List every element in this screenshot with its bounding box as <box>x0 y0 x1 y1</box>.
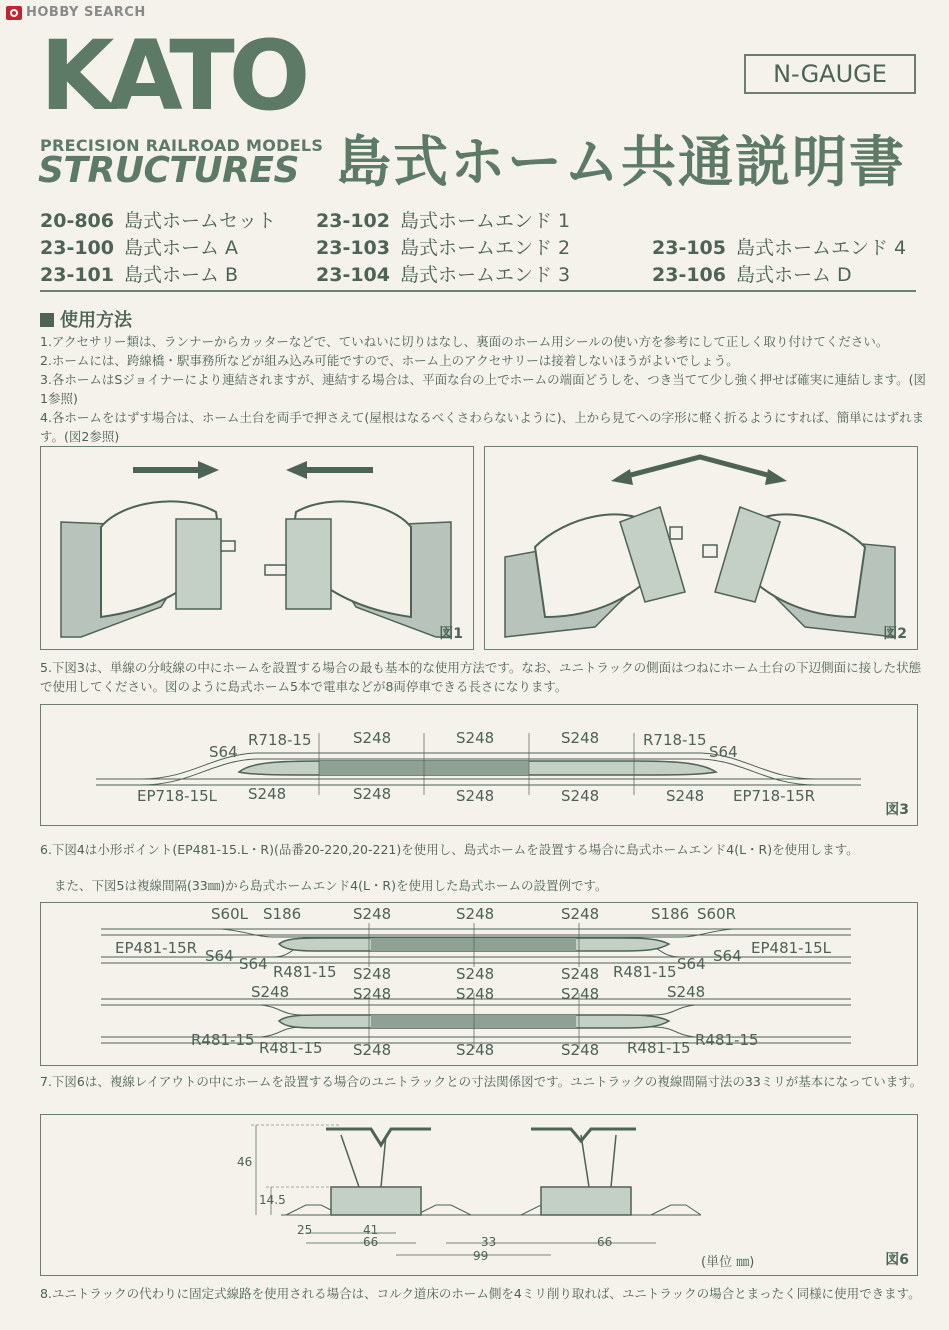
track-label: S248 <box>456 985 495 1003</box>
track-label: S248 <box>353 1041 392 1059</box>
track-label: EP481-15R <box>115 939 198 957</box>
track-label: R481-15 <box>273 963 337 981</box>
track-label: S60L <box>211 905 248 923</box>
track-label: S60R <box>697 905 737 923</box>
track-label: EP481-15L <box>751 939 832 957</box>
double-track-layout-diagram <box>41 903 916 1064</box>
brand-tagline: PRECISION RAILROAD MODELS <box>40 136 324 155</box>
product-item: 20-806 島式ホームセット <box>40 210 277 232</box>
track-label: S248 <box>353 985 392 1003</box>
instruction-1: 1.アクセサリー類は、ランナーからカッターなどで、ていねいに切りはなし、裏面のホーム用シールの使い方を参考にして正しく取り付けてください。 <box>40 334 889 349</box>
track-label: S248 <box>456 905 495 923</box>
instruction-6-note: また、下図5は複線間隔(33㎜)から島式ホームエンド4(L・R)を使用した島式ホームの設置例です。 <box>54 878 608 893</box>
product-item: 23-104 島式ホームエンド 3 <box>316 264 571 286</box>
track-label: S186 <box>263 905 302 923</box>
track-label: S248 <box>561 905 600 923</box>
track-label: S248 <box>561 729 600 747</box>
dimension-label: 14.5 <box>259 1193 286 1207</box>
figure-label: 図6 <box>885 1252 909 1268</box>
figure-4-5 <box>40 902 918 1066</box>
brand-line: STRUCTURES <box>38 150 299 191</box>
track-label: EP718-15R <box>733 787 816 805</box>
hands-connect-illustration <box>41 447 472 648</box>
instruction-2: 2.ホームには、跨線橋・駅事務所などが組み込み可能ですので、ホーム上のアクセサリーは接着しないほうがよいでしょう。 <box>40 353 739 368</box>
instruction-5: 5.下図3は、単線の分岐線の中にホームを設置する場合の最も基本的な使用方法です。なお、ユニトラックの側面はつねにホーム土台の下辺側面に接した状態で使用してください。図のように島式ホーム5本で電車などが8両停車できる長さになります。 <box>40 660 922 694</box>
track-label: S248 <box>561 985 600 1003</box>
dimension-label: 25 <box>297 1223 313 1237</box>
unit-note: (単位 ㎜) <box>701 1255 755 1270</box>
track-label: S248 <box>353 785 392 803</box>
gauge-badge: N-GAUGE <box>744 54 916 94</box>
instruction-8: 8.ユニトラックの代わりに固定式線路を使用される場合は、コルク道床のホーム側を4ミリ削り取れば、ユニトラックの場合とまったく同様に使用できます。 <box>40 1286 921 1301</box>
track-label: R481-15 <box>613 963 677 981</box>
figure-label: 図2 <box>883 626 907 642</box>
track-label: S248 <box>456 1041 495 1059</box>
instruction-7: 7.下図6は、複線レイアウトの中にホームを設置する場合のユニトラックとの寸法関係図です。ユニトラックの複線間隔寸法の33ミリが基本になっています。 <box>40 1074 923 1089</box>
track-label: R481-15 <box>695 1031 759 1049</box>
track-label: S248 <box>456 729 495 747</box>
site-mark: HOBBY SEARCH <box>6 5 146 20</box>
track-label: S248 <box>667 983 706 1001</box>
track-label: S248 <box>251 983 290 1001</box>
track-label: S64 <box>677 955 706 973</box>
dimension-label: 41 <box>363 1223 379 1237</box>
track-label: S248 <box>456 965 495 983</box>
track-label: S248 <box>456 787 495 805</box>
dimension-label: 66 <box>363 1235 379 1249</box>
figure-label: 図3 <box>885 802 909 818</box>
track-label: S64 <box>205 947 234 965</box>
track-label: S64 <box>709 743 738 761</box>
track-label: R718-15 <box>248 731 312 749</box>
product-item: 23-102 島式ホームエンド 1 <box>316 210 571 232</box>
track-label: S248 <box>666 787 705 805</box>
track-label: S248 <box>353 905 392 923</box>
figure-3 <box>40 704 918 826</box>
section-title: 使用方法 <box>40 306 132 332</box>
track-label: S64 <box>239 955 268 973</box>
track-label: S248 <box>248 785 287 803</box>
track-label: R481-15 <box>627 1039 691 1057</box>
figure-1 <box>40 446 474 650</box>
divider <box>40 290 916 292</box>
product-item: 23-100 島式ホーム A <box>40 237 239 259</box>
product-item: 23-101 島式ホーム B <box>40 264 239 286</box>
track-label: S248 <box>561 1041 600 1059</box>
hands-separate-illustration <box>485 447 916 648</box>
figure-2 <box>484 446 918 650</box>
hobbysearch-logo-icon <box>6 6 22 20</box>
dimension-label: 46 <box>237 1155 253 1169</box>
track-label: S64 <box>713 947 742 965</box>
instruction-3: 3.各ホームはSジョイナーにより連結されますが、連結する場合は、平面な台の上でホームの端面どうしを、つき当てて少し強く押せば確実に連結します。(図1参照) <box>40 372 926 406</box>
track-label: S248 <box>561 965 600 983</box>
track-label: S248 <box>561 787 600 805</box>
product-item: 23-103 島式ホームエンド 2 <box>316 237 571 259</box>
kato-logo: KATO <box>40 20 305 132</box>
product-item: 23-106 島式ホーム D <box>652 264 852 286</box>
single-track-layout-diagram <box>41 705 916 824</box>
instruction-4: 4.各ホームをはずす場合は、ホーム土台を両手で押さえて(屋根はなるべくさわらないように)、上から見てへの字形に軽く折るようにすれば、簡単にはずれます。(図2参照) <box>40 410 925 444</box>
dimension-label: 99 <box>473 1249 489 1263</box>
track-label: R481-15 <box>191 1031 255 1049</box>
figure-label: 図1 <box>439 626 463 642</box>
figure-6 <box>40 1114 918 1276</box>
track-label: S248 <box>353 965 392 983</box>
track-label: S64 <box>209 743 238 761</box>
track-label: EP718-15L <box>137 787 218 805</box>
track-label: R718-15 <box>643 731 707 749</box>
dimension-label: 33 <box>481 1235 497 1249</box>
track-label: R481-15 <box>259 1039 323 1057</box>
product-item: 23-105 島式ホームエンド 4 <box>652 237 907 259</box>
page-title: 島式ホーム共通説明書 <box>336 130 907 194</box>
dimension-label: 66 <box>597 1235 613 1249</box>
track-label: S186 <box>651 905 690 923</box>
track-label: S248 <box>353 729 392 747</box>
instruction-6: 6.下図4は小形ポイント(EP481-15.L・R)(品番20-220,20-221)を使用し、島式ホームを設置する場合に島式ホームエンド4(L・R)を使用します。 <box>40 842 859 857</box>
